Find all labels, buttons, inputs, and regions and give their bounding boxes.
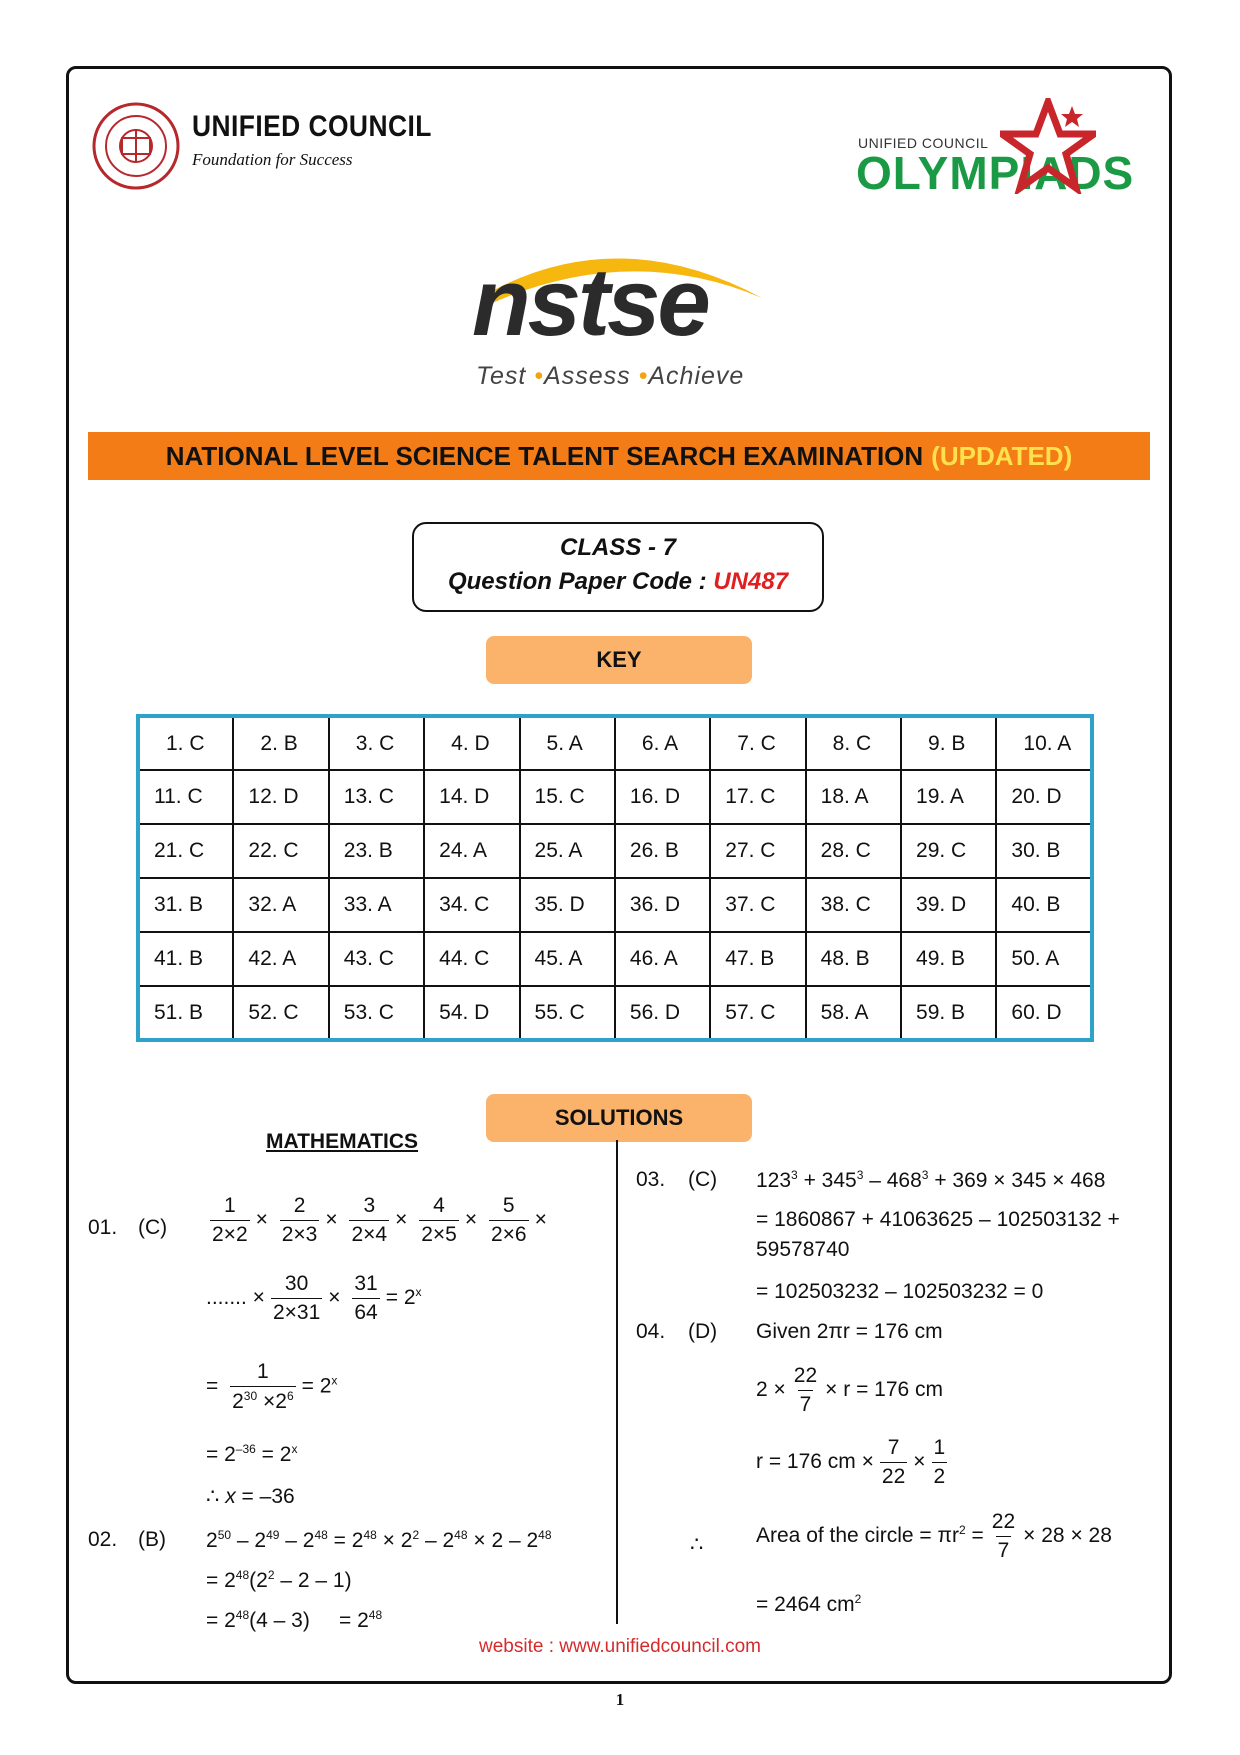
q03-line2: = 1860867 + 41063625 – 102503132 + [756, 1208, 1120, 1231]
key-cell: 35. D [520, 878, 615, 932]
class-info-box [412, 522, 824, 612]
key-cell: 37. C [710, 878, 805, 932]
key-cell: 55. C [520, 986, 615, 1040]
key-cell: 12. D [233, 770, 328, 824]
q03-number: 03. [636, 1168, 666, 1191]
unified-council-seal-icon [92, 102, 180, 190]
key-cell: 8. C [806, 716, 901, 770]
q04-line5: = 2464 $cm^2$ [756, 1592, 862, 1616]
nstse-tagline: Test •Assess •Achieve [476, 362, 745, 390]
key-row [138, 716, 1092, 770]
key-cell: 6. A [615, 716, 710, 770]
key-cell: 57. C [710, 986, 805, 1040]
key-cell: 14. D [424, 770, 519, 824]
q01-line1: $\frac{1}{2\times 2}$ × $\frac{2}{2\times 3}$ × $\frac{3}{2\times 4}$ × $\frac{4}{2\times 5}$ × $\frac{5}{2\times 6}$ × [212, 1194, 547, 1246]
q02-line1: $2^{50} - 2^{49} - 2^{48} = 2^{48} \times 2^2 - 2^{48} \times 2 - 2^{48}$ [206, 1528, 552, 1552]
q04-number: 04. [636, 1320, 666, 1343]
key-cell: 51. B [138, 986, 233, 1040]
key-cell: 40. B [996, 878, 1092, 932]
key-cell: 53. C [329, 986, 424, 1040]
q04-line1: Given 2πr = 176 cm [756, 1320, 943, 1343]
q03-line4: = 102503232 – 102503232 = 0 [756, 1280, 1044, 1303]
class-label: CLASS - 7 [559, 534, 676, 561]
key-cell: 21. C [138, 824, 233, 878]
answer-key-table [136, 714, 1094, 1042]
key-cell: 29. C [901, 824, 996, 878]
key-cell: 23. B [329, 824, 424, 878]
key-cell: 48. B [806, 932, 901, 986]
key-cell: 5. A [520, 716, 615, 770]
key-cell: 18. A [806, 770, 901, 824]
key-cell: 32. A [233, 878, 328, 932]
q01-answer: (C) [138, 1216, 168, 1239]
key-cell: 15. C [520, 770, 615, 824]
q02-line3: = $2^{48}(4 - 3)$ = $2^{48}$ [206, 1608, 383, 1632]
subject-heading: MATHEMATICS [266, 1130, 419, 1153]
q02-answer: (B) [138, 1528, 166, 1551]
key-cell: 28. C [806, 824, 901, 878]
key-cell: 46. A [615, 932, 710, 986]
key-cell: 2. B [233, 716, 328, 770]
solutions-heading: SOLUTIONS [486, 1094, 752, 1142]
q01-line2: ....... × $\frac{30}{2\times 31}$ × $\frac{31}{64}$ = $2^x$ [206, 1272, 422, 1324]
key-cell: 24. A [424, 824, 519, 878]
q01-line3: = $\frac{1}{2^{30} \times 2^6}$ = $2^x$ [206, 1360, 338, 1413]
key-row [138, 986, 1092, 1040]
key-cell: 34. C [424, 878, 519, 932]
key-cell: 59. B [901, 986, 996, 1040]
key-cell: 60. D [996, 986, 1092, 1040]
key-cell: 49. B [901, 932, 996, 986]
key-cell: 10. A [996, 716, 1092, 770]
key-cell: 9. B [901, 716, 996, 770]
key-cell: 31. B [138, 878, 233, 932]
exam-title-banner [88, 432, 1150, 480]
key-cell: 38. C [806, 878, 901, 932]
nstse-logo: nstse [472, 249, 708, 356]
key-cell: 56. D [615, 986, 710, 1040]
key-row [138, 878, 1092, 932]
key-cell: 16. D [615, 770, 710, 824]
q02-number: 02. [88, 1528, 118, 1551]
q01-line4: = $2^{-36} = 2^x$ [206, 1442, 298, 1466]
key-cell: 27. C [710, 824, 805, 878]
key-cell: 42. A [233, 932, 328, 986]
q04-line4: Area of the circle = $\pi r^2$ = $\frac{22}{7}$ × 28 × 28 [756, 1510, 1112, 1562]
paper-code-line: Question Paper Code : UN487 [447, 568, 789, 595]
key-cell: 3. C [329, 716, 424, 770]
q03-line3: 59578740 [756, 1238, 850, 1261]
key-cell: 41. B [138, 932, 233, 986]
org-name: UNIFIED COUNCIL [192, 110, 432, 143]
key-cell: 54. D [424, 986, 519, 1040]
key-cell: 13. C [329, 770, 424, 824]
key-cell: 17. C [710, 770, 805, 824]
key-cell: 44. C [424, 932, 519, 986]
key-cell: 39. D [901, 878, 996, 932]
key-row [138, 770, 1092, 824]
key-cell: 19. A [901, 770, 996, 824]
q04-answer: (D) [688, 1320, 718, 1343]
key-cell: 52. C [233, 986, 328, 1040]
key-cell: 43. C [329, 932, 424, 986]
key-cell: 1. C [138, 716, 233, 770]
key-cell: 26. B [615, 824, 710, 878]
olympiads-logo-text: OLYMPIADS [856, 147, 1135, 199]
therefore-symbol: ∴ [690, 1533, 704, 1556]
page-number: 1 [615, 1690, 625, 1709]
exam-title: NATIONAL LEVEL SCIENCE TALENT SEARCH EXAMINATION [165, 440, 924, 471]
olympiads-small-text: UNIFIED COUNCIL [858, 135, 989, 151]
key-cell: 50. A [996, 932, 1092, 986]
key-row [138, 932, 1092, 986]
q03-answer: (C) [688, 1168, 718, 1191]
key-cell: 11. C [138, 770, 233, 824]
q03-line1: $123^3 + 345^3 - 468^3 + 369 \times 345 \times 468$ [756, 1168, 1106, 1192]
updated-badge: (UPDATED) [931, 440, 1073, 471]
key-cell: 30. B [996, 824, 1092, 878]
column-divider [616, 1140, 618, 1624]
key-cell: 20. D [996, 770, 1092, 824]
q01-line5: ∴ x = –36 [206, 1485, 295, 1508]
key-row [138, 824, 1092, 878]
org-tagline: Foundation for Success [192, 150, 353, 169]
star-icon [1000, 98, 1096, 194]
paper-code: UN487 [713, 568, 789, 595]
website-link[interactable]: website : www.unifiedcouncil.com [479, 1636, 761, 1657]
q02-line2: = $2^{48}(2^2 - 2 - 1)$ [206, 1568, 352, 1592]
key-cell: 47. B [710, 932, 805, 986]
key-cell: 4. D [424, 716, 519, 770]
key-cell: 58. A [806, 986, 901, 1040]
key-heading: KEY [486, 636, 752, 684]
key-cell: 22. C [233, 824, 328, 878]
q04-line3: r = 176 cm × $\frac{7}{22}$ × $\frac{1}{2}$ [756, 1436, 946, 1488]
q01-number: 01. [88, 1216, 118, 1239]
key-cell: 33. A [329, 878, 424, 932]
key-cell: 45. A [520, 932, 615, 986]
q04-line2: 2 × $\frac{22}{7}$ × r = 176 cm [756, 1364, 944, 1416]
key-cell: 36. D [615, 878, 710, 932]
key-cell: 7. C [710, 716, 805, 770]
key-cell: 25. A [520, 824, 615, 878]
